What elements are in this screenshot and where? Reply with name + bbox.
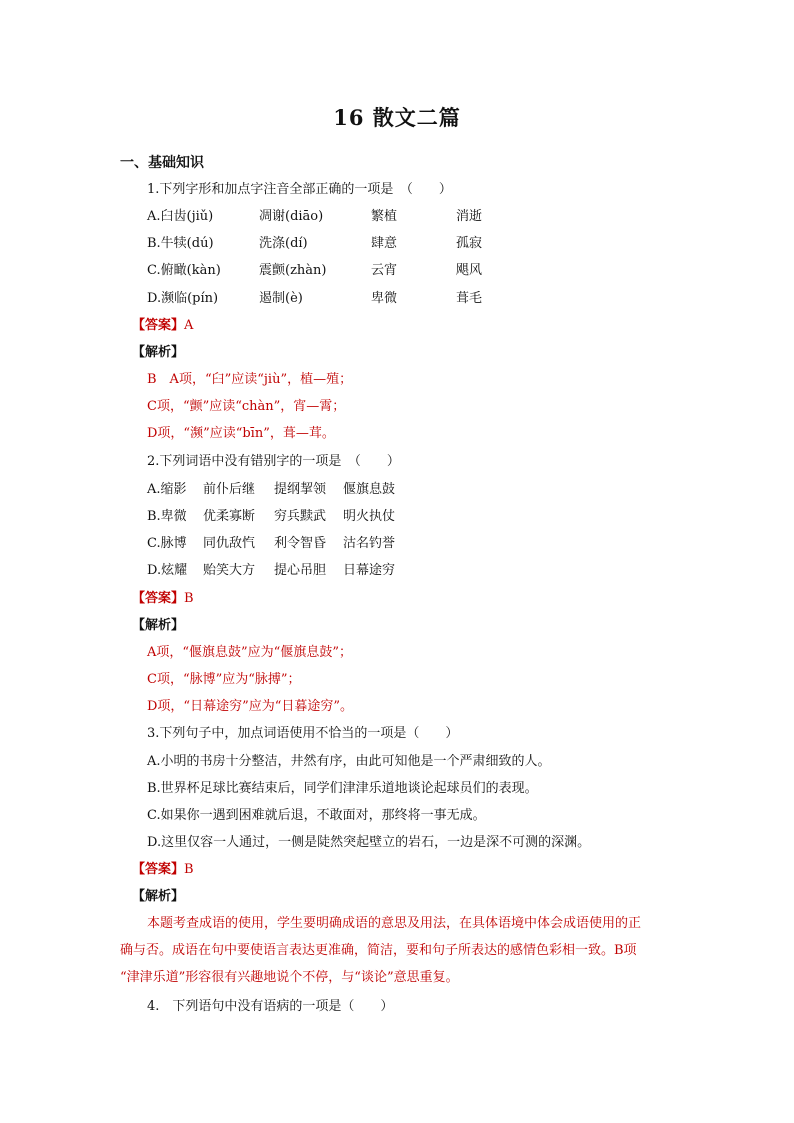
question-1-stem: 1.下列字形和加点字注音全部正确的一项是 （ ） xyxy=(147,182,452,197)
q1-option-a-1: A.臼齿(jiǔ) xyxy=(147,209,214,224)
q1-option-c-3: 云宵 xyxy=(371,263,398,278)
q2-option-c-4: 沽名钓誉 xyxy=(343,536,396,551)
q2-option-a-1: A.缩影 xyxy=(147,482,187,497)
q2-option-c-2: 同仇敌忾 xyxy=(203,536,256,551)
q1-option-d-1: D.濒临(pín) xyxy=(147,291,219,306)
q1-option-a-4: 消逝 xyxy=(456,209,483,224)
q1-answer xyxy=(132,317,193,335)
q3-option-d: D.这里仅容一人通过，一侧是陡然突起壁立的岩石，一边是深不可测的深渊。 xyxy=(147,835,591,850)
page-title: 16 散文二篇 xyxy=(333,105,461,130)
q1-option-a-3: 繁植 xyxy=(371,209,398,224)
q3-analysis-line-1: 本题考查成语的使用，学生要明确成语的意思及用法，在具体语境中体会成语使用的正 xyxy=(147,916,642,931)
q2-option-b-4: 明火执仗 xyxy=(343,509,396,524)
q2-option-b-2: 优柔寡断 xyxy=(203,509,256,524)
q3-option-c: C.如果你一遇到困难就后退，不敢面对，那终将一事无成。 xyxy=(147,808,486,823)
q2-option-c-1: C.脉博 xyxy=(147,536,187,551)
q1-option-d-3: 卑微 xyxy=(371,291,398,306)
q1-analysis-label: 【解析】 xyxy=(132,345,185,360)
q2-option-a-2: 前仆后继 xyxy=(203,482,256,497)
answer-value: A xyxy=(184,318,194,333)
question-3-stem: 3.下列句子中，加点词语使用不恰当的一项是（ ） xyxy=(147,726,459,741)
q1-option-c-4: 飓风 xyxy=(456,263,483,278)
q1-option-b-2: 洗涤(dí) xyxy=(259,236,308,251)
q2-option-d-2: 贻笑大方 xyxy=(203,563,256,578)
q2-analysis-label: 【解析】 xyxy=(132,618,185,633)
q2-analysis-line-3: D项，“日幕途穷”应为“日暮途穷”。 xyxy=(147,699,354,714)
answer-value: B xyxy=(184,862,194,877)
q1-option-c-2: 震颤(zhàn) xyxy=(259,263,327,278)
q1-analysis-line-1: B A项，“臼”应读“jiù”，植—殖； xyxy=(147,372,353,387)
q1-analysis-line-3: D项，“濒”应读“bīn”，葺—茸。 xyxy=(147,426,335,441)
q2-option-b-3: 穷兵黩武 xyxy=(274,509,327,524)
q3-analysis-line-2: 确与否。成语在句中要使语言表达更准确，简洁，要和句子所表达的感情色彩相一致。B项 xyxy=(120,943,637,958)
answer-label: 【答案】 xyxy=(132,591,185,606)
q3-answer xyxy=(132,861,194,879)
q2-option-d-1: D.炫耀 xyxy=(147,563,188,578)
q2-option-b-1: B.卑微 xyxy=(147,509,187,524)
q2-analysis-line-2: C项，“脉博”应为“脉搏”； xyxy=(147,672,301,687)
q3-option-b: B.世界杯足球比赛结束后，同学们津津乐道地谈论起球员们的表现。 xyxy=(147,781,538,796)
q1-option-b-3: 肆意 xyxy=(371,236,398,251)
answer-label: 【答案】 xyxy=(132,318,185,333)
answer-label: 【答案】 xyxy=(132,862,185,877)
answer-value: B xyxy=(184,591,194,606)
q1-option-b-4: 孤寂 xyxy=(456,236,483,251)
q2-option-d-3: 提心吊胆 xyxy=(274,563,327,578)
q1-analysis-line-2: C项，“颤”应读“chàn”，宵—霄； xyxy=(147,399,346,414)
q1-option-c-1: C.俯瞰(kàn) xyxy=(147,263,221,278)
q1-option-d-2: 遏制(è) xyxy=(259,291,303,306)
question-2-stem: 2.下列词语中没有错别字的一项是 （ ） xyxy=(147,454,400,469)
q2-option-c-3: 利令智昏 xyxy=(274,536,327,551)
q1-option-d-4: 葺毛 xyxy=(456,291,483,306)
q1-option-b-1: B.牛犊(dú) xyxy=(147,236,214,251)
q3-analysis-label: 【解析】 xyxy=(132,889,185,904)
q3-option-a: A.小明的书房十分整洁，井然有序，由此可知他是一个严肃细致的人。 xyxy=(147,754,551,769)
q2-option-a-3: 提纲挈领 xyxy=(274,482,327,497)
question-4-stem: 4. 下列语句中没有语病的一项是（ ） xyxy=(147,999,394,1014)
section-heading: 一、基础知识 xyxy=(120,155,204,171)
q2-option-d-4: 日幕途穷 xyxy=(343,563,396,578)
q2-analysis-line-1: A项，“偃旗息鼓”应为“偃旗息鼓”； xyxy=(147,645,352,660)
q1-option-a-2: 凋谢(diāo) xyxy=(259,209,324,224)
q2-answer xyxy=(132,590,194,608)
q2-option-a-4: 偃旗息鼓 xyxy=(343,482,396,497)
q3-analysis-line-3: “津津乐道”形容很有兴趣地说个不停，与“谈论”意思重复。 xyxy=(120,970,459,985)
